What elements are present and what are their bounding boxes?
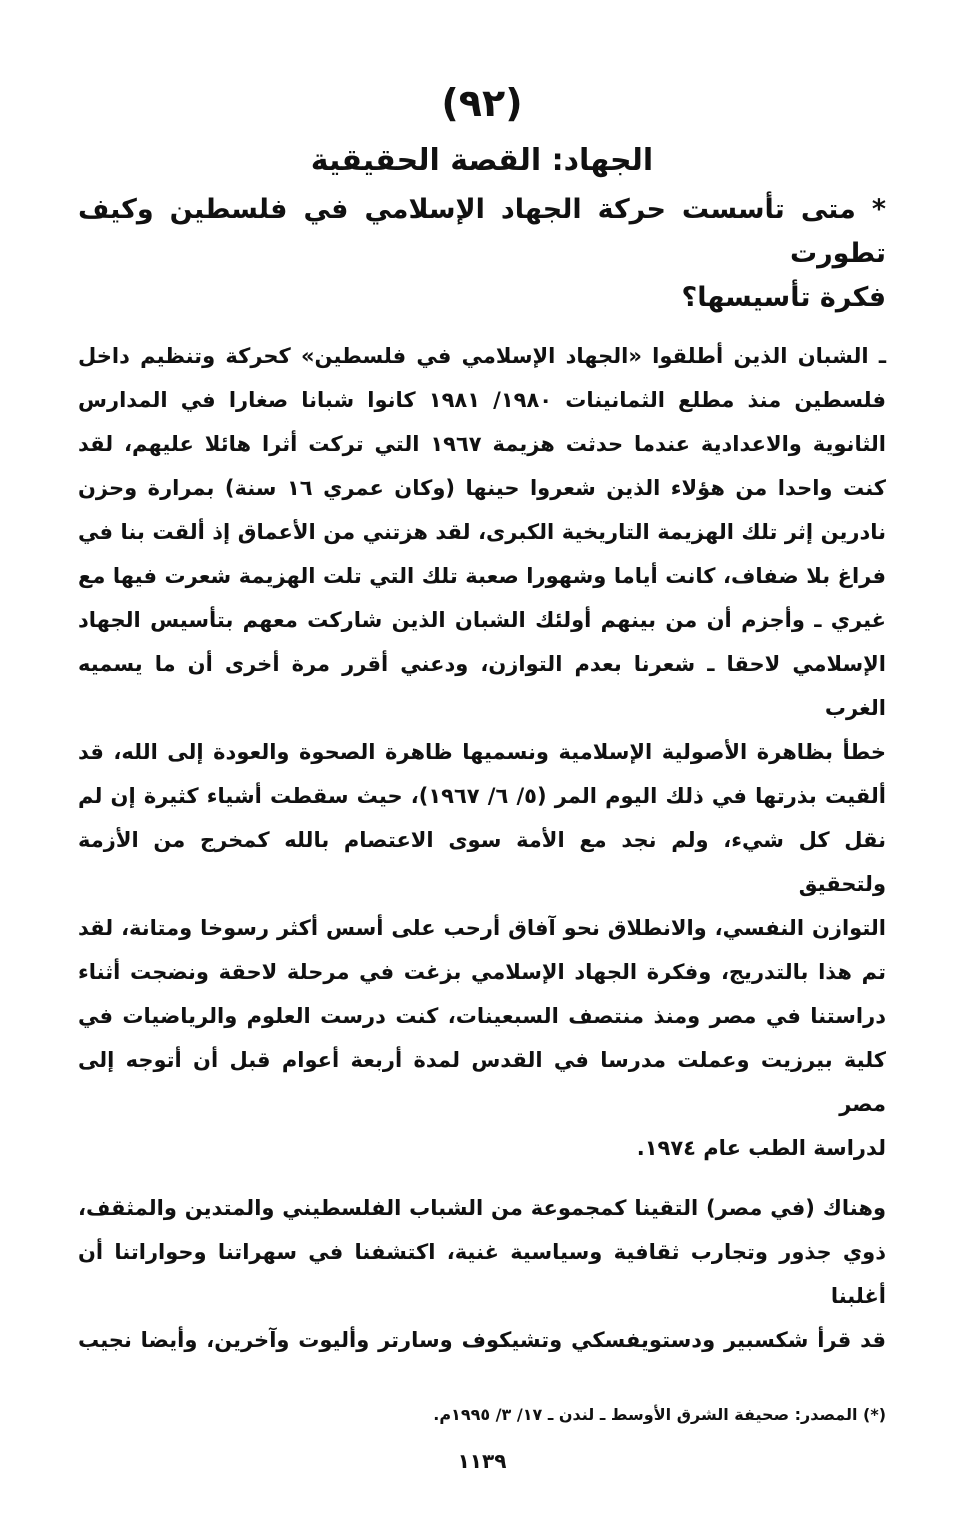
text-line: الإسلامي لاحقا ـ شعرنا بعدم التوازن، ودعني أقرر مرة أخرى أن ما يسميه الغرب — [78, 652, 886, 720]
question-line: * متى تأسست حركة الجهاد الإسلامي في فلسطين وكيف تطورت — [78, 194, 886, 269]
paragraph — [78, 334, 886, 1170]
text-line: نادرين إثر تلك الهزيمة التاريخية الكبرى، لقد هزتني من الأعماق إذ ألقت بنا في — [78, 520, 886, 544]
text-line: غيري ـ وأجزم أن من بينهم أولئك الشبان الذين شاركت معهم بتأسيس الجهاد — [78, 608, 886, 632]
text-line: قد قرأ شكسبير ودستويفسكي وتشيكوف وسارتر وأليوت وآخرين، وأيضا نجيب — [78, 1328, 886, 1352]
text-line: تم هذا بالتدريج، وفكرة الجهاد الإسلامي بزغت في مرحلة لاحقة ونضجت أثناء — [78, 960, 886, 984]
text-line: ذوي جذور وتجارب ثقافية وسياسية غنية، اكتشفنا في سهراتنا وحواراتنا أن أغلبنا — [78, 1240, 886, 1308]
text-line: خطأ بظاهرة الأصولية الإسلامية ونسميها ظاهرة الصحوة والعودة إلى الله، قد — [78, 740, 886, 764]
section-number: (٩٢) — [441, 81, 523, 125]
text-line: نقل كل شيء، ولم نجد مع الأمة سوى الاعتصام بالله كمخرج من الأزمة ولتحقيق — [78, 828, 886, 896]
text-line: فراغ بلا ضفاف، كانت أياما وشهورا صعبة تلك التي تلت الهزيمة شعرت فيها مع — [78, 564, 886, 588]
text-line: الثانوية والاعدادية عندما حدثت هزيمة ١٩٦٧ التي تركت أثرا هائلا عليهم، لقد — [78, 432, 886, 456]
footnote: (*) المصدر: صحيفة الشرق الأوسط ـ لندن ـ ١٧/ ٣/ ١٩٩٥م. — [433, 1405, 886, 1424]
text-line: ـ الشبان الذين أطلقوا «الجهاد الإسلامي في فلسطين» كحركة وتنظيم داخل — [78, 344, 886, 368]
question-line: فكرة تأسيسها؟ — [681, 282, 886, 313]
text-line: التوازن النفسي، والانطلاق نحو آفاق أرحب على أسس أكثر رسوخا ومتانة، لقد — [78, 916, 886, 940]
text-line: وهناك (في مصر) التقينا كمجموعة من الشباب الفلسطيني والمتدين والمثقف، — [78, 1196, 886, 1220]
page-title: الجهاد: القصة الحقيقية — [310, 143, 654, 178]
text-line: لدراسة الطب عام ١٩٧٤. — [636, 1136, 886, 1160]
text-line: دراستنا في مصر ومنذ منتصف السبعينات، كنت درست العلوم والرياضيات في — [78, 1004, 886, 1028]
paragraph — [78, 1186, 886, 1362]
text-line: كلية بيرزيت وعملت مدرسا في القدس لمدة أربعة أعوام قبل أن أتوجه إلى مصر — [78, 1048, 886, 1116]
text-line: فلسطين منذ مطلع الثمانينات ١٩٨٠/ ١٩٨١ كانوا شبانا صغارا في المدارس — [78, 388, 887, 412]
text-line: ألقيت بذرتها في ذلك اليوم المر (٥/ ٦/ ١٩٦٧)، حيث سقطت أشياء كثيرة إن لم — [78, 784, 886, 808]
text-line: كنت واحدا من هؤلاء الذين شعروا حينها (وكان عمري ١٦ سنة) بمرارة وحزن — [78, 476, 886, 500]
page-number: ١١٣٩ — [457, 1449, 507, 1473]
